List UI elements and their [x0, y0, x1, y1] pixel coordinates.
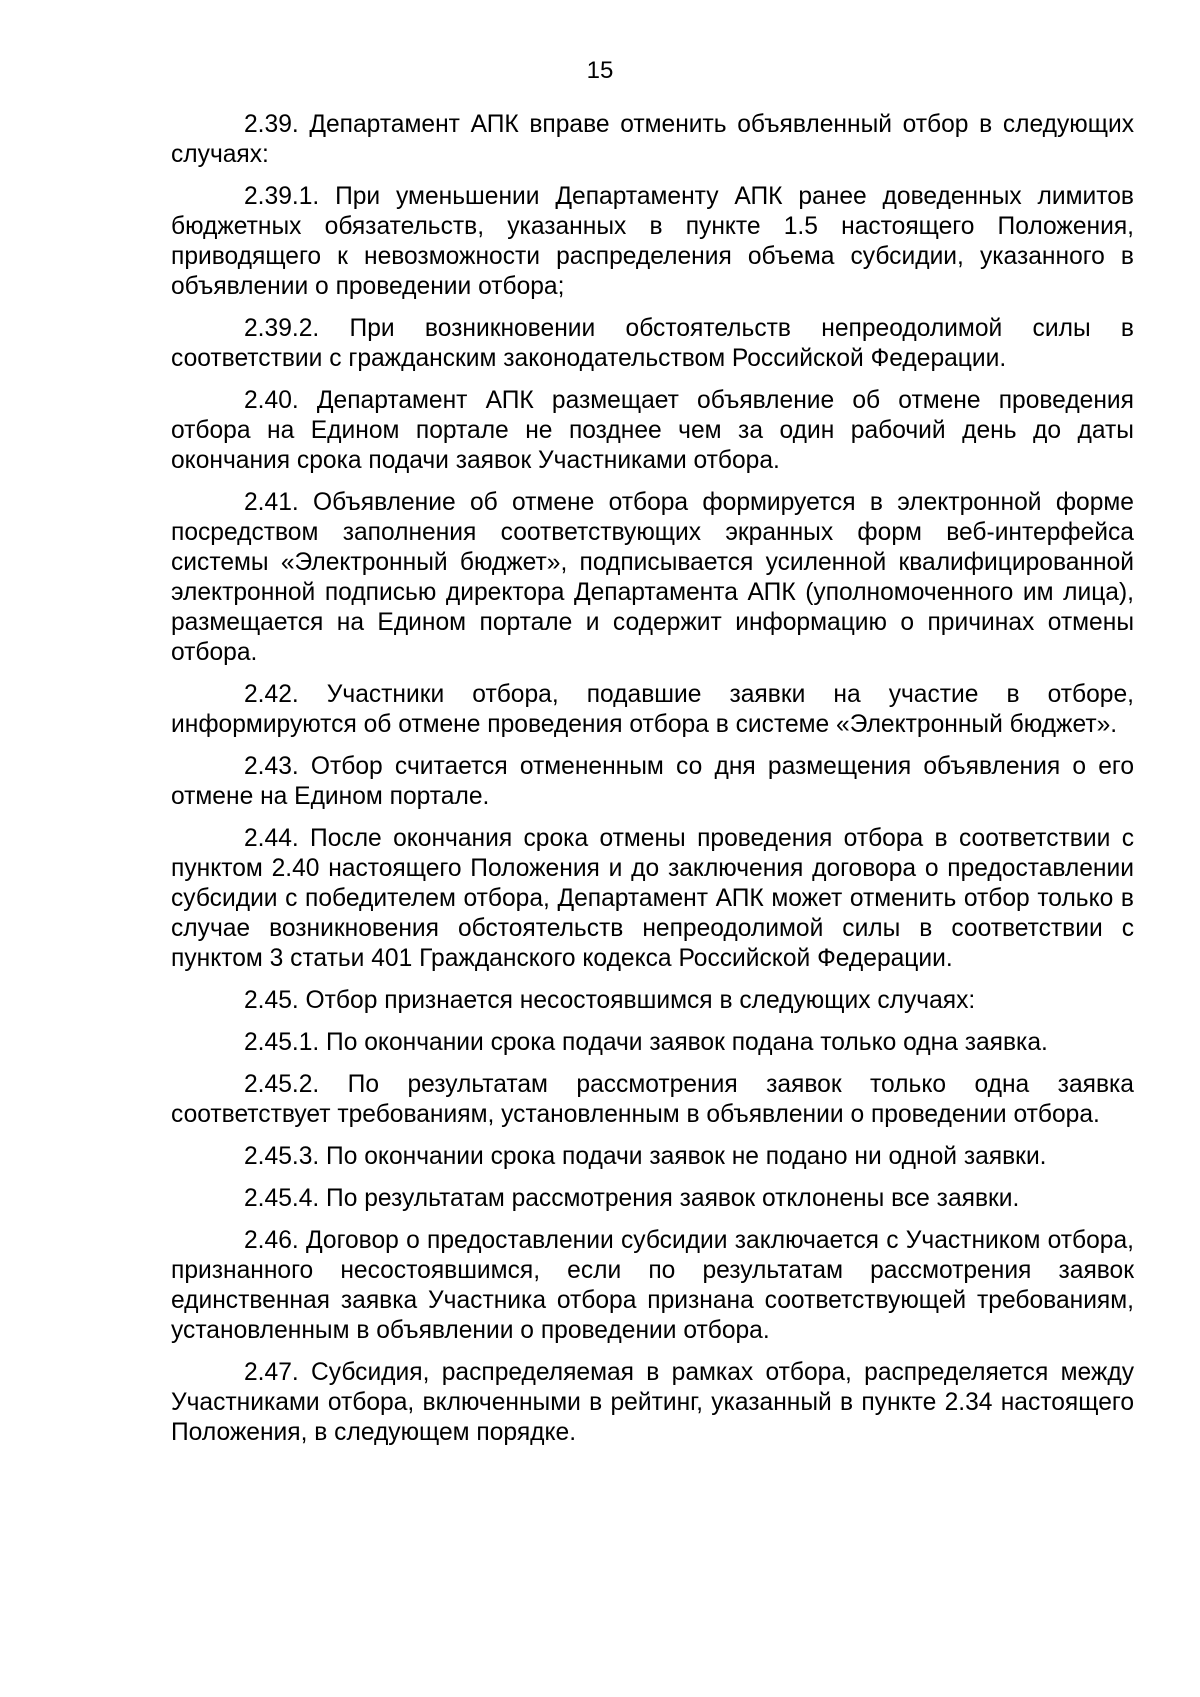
paragraph-2-46: 2.46. Договор о предоставлении субсидии заключается с Участником отбора, признанного несостоявшимся, если по результатам рассмотрения заявок единственная заявка Участника отбора признана соответствующей требованиям, установленным в объявлении о проведении отбора. [171, 1227, 1134, 1344]
paragraph-2-43: 2.43. Отбор считается отмененным со дня размещения объявления о его отмене на Едином портале. [171, 753, 1134, 810]
paragraph-2-45-2: 2.45.2. По результатам рассмотрения заявок только одна заявка соответствует требованиям, установленным в объявлении о проведении отбора. [171, 1071, 1134, 1128]
paragraph-2-45-3: 2.45.3. По окончании срока подачи заявок не подано ни одной заявки. [244, 1143, 1047, 1170]
paragraph-2-45-1: 2.45.1. По окончании срока подачи заявок подана только одна заявка. [244, 1029, 1048, 1056]
paragraph-2-45: 2.45. Отбор признается несостоявшимся в следующих случаях: [244, 987, 976, 1014]
paragraph-2-45-4: 2.45.4. По результатам рассмотрения заявок отклонены все заявки. [244, 1185, 1020, 1212]
paragraph-2-44: 2.44. После окончания срока отмены проведения отбора в соответствии с пунктом 2.40 настоящего Положения и до заключения договора о предоставлении субсидии с победителем отбора, Департамент АПК может отменить отбор только в случае возникновения обстоятельств непреодолимой силы в соответствии с пунктом 3 статьи 401 Гражданского кодекса Российской Федерации. [171, 825, 1134, 972]
paragraph-2-39-2: 2.39.2. При возникновении обстоятельств непреодолимой силы в соответствии с гражданским законодательством Российской Федерации. [171, 315, 1134, 372]
paragraph-2-40: 2.40. Департамент АПК размещает объявление об отмене проведения отбора на Едином портале не позднее чем за один рабочий день до даты окончания срока подачи заявок Участниками отбора. [171, 387, 1134, 474]
paragraph-2-39: 2.39. Департамент АПК вправе отменить объявленный отбор в следующих случаях: [171, 111, 1134, 168]
paragraph-2-47: 2.47. Субсидия, распределяемая в рамках отбора, распределяется между Участниками отбора, включенными в рейтинг, указанный в пункте 2.34 настоящего Положения, в следующем порядке. [171, 1359, 1134, 1446]
paragraph-2-42: 2.42. Участники отбора, подавшие заявки на участие в отборе, информируются об отмене проведения отбора в системе «Электронный бюджет». [171, 681, 1134, 738]
paragraph-2-39-1: 2.39.1. При уменьшении Департаменту АПК ранее доведенных лимитов бюджетных обязательств, указанных в пункте 1.5 настоящего Положения, приводящего к невозможности распределения объема субсидии, указанного в объявлении о проведении отбора; [171, 183, 1134, 300]
document-body [171, 110, 1134, 1460]
page-number: 15 [586, 57, 614, 84]
paragraph-2-41: 2.41. Объявление об отмене отбора формируется в электронной форме посредством заполнения соответствующих экранных форм веб-интерфейса системы «Электронный бюджет», подписывается усиленной квалифицированной электронной подписью директора Департамента АПК (уполномоченного им лица), размещается на Едином портале и содержит информацию о причинах отмены отбора. [171, 489, 1134, 666]
